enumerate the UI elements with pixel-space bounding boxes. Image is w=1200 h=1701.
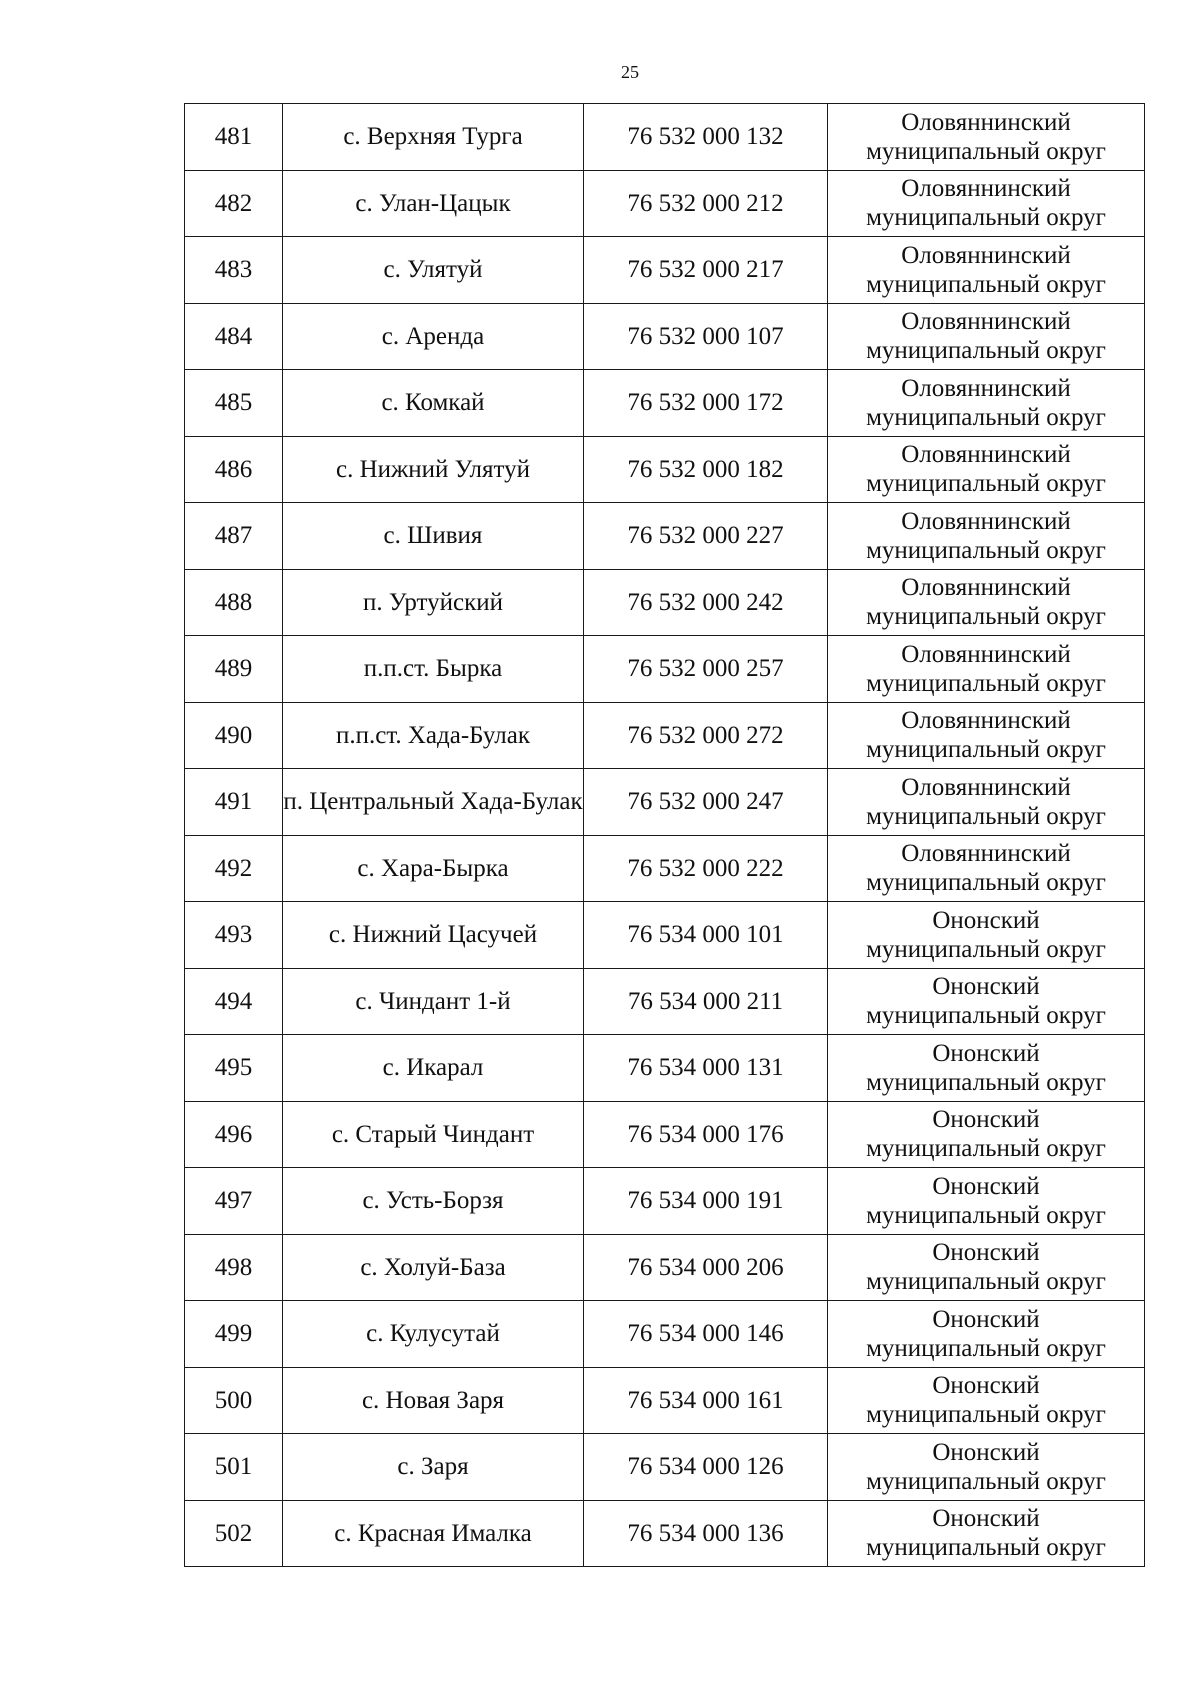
district-line: Оловяннинский bbox=[901, 308, 1071, 336]
district-line: Оловяннинский bbox=[901, 441, 1071, 469]
district-line: Оловяннинский bbox=[901, 507, 1071, 535]
district-line: Ононский bbox=[932, 1505, 1040, 1533]
row-number-cell: 494 bbox=[185, 968, 283, 1035]
table-row bbox=[185, 303, 1145, 370]
settlement-name-cell: с. Кулусутай bbox=[283, 1301, 584, 1368]
district-line: Оловяннинский bbox=[901, 175, 1071, 203]
table-row bbox=[185, 1234, 1145, 1301]
oktmo-code-cell: 76 534 000 176 bbox=[584, 1101, 828, 1168]
district-line: муниципальный округ bbox=[866, 935, 1106, 963]
oktmo-code-cell: 76 532 000 272 bbox=[584, 702, 828, 769]
district-line: Ононский bbox=[932, 1239, 1040, 1267]
municipal-district-cell bbox=[828, 1367, 1145, 1434]
row-number-cell: 481 bbox=[185, 104, 283, 171]
row-number-cell: 501 bbox=[185, 1434, 283, 1501]
municipal-district-cell bbox=[828, 436, 1145, 503]
municipal-district-cell bbox=[828, 237, 1145, 304]
table-row bbox=[185, 237, 1145, 304]
district-line: муниципальный округ bbox=[866, 1201, 1106, 1229]
table-row bbox=[185, 902, 1145, 969]
settlement-name-cell: п. Центральный Хада-Булак bbox=[283, 769, 584, 836]
row-number-cell: 485 bbox=[185, 370, 283, 437]
oktmo-code-cell: 76 532 000 242 bbox=[584, 569, 828, 636]
row-number-cell: 492 bbox=[185, 835, 283, 902]
row-number-cell: 483 bbox=[185, 237, 283, 304]
table-row bbox=[185, 170, 1145, 237]
oktmo-code-cell: 76 532 000 107 bbox=[584, 303, 828, 370]
oktmo-code-cell: 76 532 000 257 bbox=[584, 636, 828, 703]
settlement-name-cell: с. Холуй-База bbox=[283, 1234, 584, 1301]
settlement-name-cell: с. Заря bbox=[283, 1434, 584, 1501]
settlement-name-cell: с. Шивия bbox=[283, 503, 584, 570]
municipal-district-cell bbox=[828, 968, 1145, 1035]
row-number-cell: 489 bbox=[185, 636, 283, 703]
row-number-cell: 484 bbox=[185, 303, 283, 370]
settlement-name-cell: с. Аренда bbox=[283, 303, 584, 370]
oktmo-code-cell: 76 532 000 227 bbox=[584, 503, 828, 570]
row-number-cell: 500 bbox=[185, 1367, 283, 1434]
table-row bbox=[185, 503, 1145, 570]
settlement-name-cell: с. Старый Чиндант bbox=[283, 1101, 584, 1168]
oktmo-code-cell: 76 534 000 206 bbox=[584, 1234, 828, 1301]
row-number-cell: 499 bbox=[185, 1301, 283, 1368]
oktmo-code-cell: 76 532 000 172 bbox=[584, 370, 828, 437]
district-line: муниципальный округ bbox=[866, 1068, 1106, 1096]
district-line: Оловяннинский bbox=[901, 374, 1071, 402]
district-line: муниципальный округ bbox=[866, 603, 1106, 631]
district-line: муниципальный округ bbox=[866, 1534, 1106, 1562]
table-row bbox=[185, 1500, 1145, 1567]
row-number-cell: 491 bbox=[185, 769, 283, 836]
district-line: Оловяннинский bbox=[901, 640, 1071, 668]
district-line: Оловяннинский bbox=[901, 840, 1071, 868]
municipal-district-cell bbox=[828, 1301, 1145, 1368]
oktmo-code-cell: 76 534 000 146 bbox=[584, 1301, 828, 1368]
settlement-name-cell: п.п.ст. Хада-Булак bbox=[283, 702, 584, 769]
municipal-district-cell bbox=[828, 303, 1145, 370]
municipal-district-cell bbox=[828, 1434, 1145, 1501]
settlements-table bbox=[184, 103, 1145, 1567]
district-line: муниципальный округ bbox=[866, 270, 1106, 298]
district-line: Ононский bbox=[932, 1305, 1040, 1333]
table-row bbox=[185, 1035, 1145, 1102]
row-number-cell: 488 bbox=[185, 569, 283, 636]
district-line: муниципальный округ bbox=[866, 669, 1106, 697]
table-row bbox=[185, 968, 1145, 1035]
municipal-district-cell bbox=[828, 370, 1145, 437]
municipal-district-cell bbox=[828, 170, 1145, 237]
municipal-district-cell bbox=[828, 1500, 1145, 1567]
row-number-cell: 482 bbox=[185, 170, 283, 237]
oktmo-code-cell: 76 532 000 182 bbox=[584, 436, 828, 503]
row-number-cell: 502 bbox=[185, 1500, 283, 1567]
settlement-name-cell: с. Новая Заря bbox=[283, 1367, 584, 1434]
page-number: 25 bbox=[621, 62, 639, 82]
district-line: Ононский bbox=[932, 1172, 1040, 1200]
oktmo-code-cell: 76 532 000 217 bbox=[584, 237, 828, 304]
settlement-name-cell: с. Нижний Улятуй bbox=[283, 436, 584, 503]
table-row bbox=[185, 436, 1145, 503]
district-line: муниципальный округ bbox=[866, 1401, 1106, 1429]
row-number-cell: 497 bbox=[185, 1168, 283, 1235]
table-row bbox=[185, 835, 1145, 902]
oktmo-code-cell: 76 534 000 126 bbox=[584, 1434, 828, 1501]
municipal-district-cell bbox=[828, 1168, 1145, 1235]
municipal-district-cell bbox=[828, 702, 1145, 769]
district-line: муниципальный округ bbox=[866, 1002, 1106, 1030]
district-line: муниципальный округ bbox=[866, 869, 1106, 897]
table-row bbox=[185, 370, 1145, 437]
table-row bbox=[185, 1168, 1145, 1235]
municipal-district-cell bbox=[828, 1101, 1145, 1168]
row-number-cell: 495 bbox=[185, 1035, 283, 1102]
row-number-cell: 486 bbox=[185, 436, 283, 503]
district-line: муниципальный округ bbox=[866, 536, 1106, 564]
settlement-name-cell: с. Красная Ималка bbox=[283, 1500, 584, 1567]
municipal-district-cell bbox=[828, 1035, 1145, 1102]
settlement-name-cell: с. Комкай bbox=[283, 370, 584, 437]
district-line: Ононский bbox=[932, 1039, 1040, 1067]
oktmo-code-cell: 76 532 000 132 bbox=[584, 104, 828, 171]
district-line: Оловяннинский bbox=[901, 574, 1071, 602]
settlement-name-cell: с. Улан-Цацык bbox=[283, 170, 584, 237]
municipal-district-cell bbox=[828, 503, 1145, 570]
municipal-district-cell bbox=[828, 1234, 1145, 1301]
district-line: Ононский bbox=[932, 1372, 1040, 1400]
district-line: муниципальный округ bbox=[866, 403, 1106, 431]
table-body bbox=[185, 104, 1145, 1567]
oktmo-code-cell: 76 532 000 212 bbox=[584, 170, 828, 237]
district-line: Ононский bbox=[932, 973, 1040, 1001]
district-line: Ононский bbox=[932, 906, 1040, 934]
settlement-name-cell: п. Уртуйский bbox=[283, 569, 584, 636]
table-row bbox=[185, 1301, 1145, 1368]
district-line: муниципальный округ bbox=[866, 1268, 1106, 1296]
district-line: муниципальный округ bbox=[866, 204, 1106, 232]
district-line: Ононский bbox=[932, 1106, 1040, 1134]
table-row bbox=[185, 1101, 1145, 1168]
district-line: муниципальный округ bbox=[866, 337, 1106, 365]
district-line: муниципальный округ bbox=[866, 1334, 1106, 1362]
row-number-cell: 490 bbox=[185, 702, 283, 769]
table-row bbox=[185, 1367, 1145, 1434]
district-line: Оловяннинский bbox=[901, 241, 1071, 269]
district-line: Оловяннинский bbox=[901, 108, 1071, 136]
settlement-name-cell: с. Нижний Цасучей bbox=[283, 902, 584, 969]
oktmo-code-cell: 76 534 000 136 bbox=[584, 1500, 828, 1567]
oktmo-code-cell: 76 534 000 101 bbox=[584, 902, 828, 969]
row-number-cell: 493 bbox=[185, 902, 283, 969]
settlement-name-cell: п.п.ст. Бырка bbox=[283, 636, 584, 703]
district-line: муниципальный округ bbox=[866, 137, 1106, 165]
district-line: муниципальный округ bbox=[866, 1135, 1106, 1163]
oktmo-code-cell: 76 534 000 161 bbox=[584, 1367, 828, 1434]
district-line: муниципальный округ bbox=[866, 802, 1106, 830]
oktmo-code-cell: 76 532 000 222 bbox=[584, 835, 828, 902]
settlement-name-cell: с. Чиндант 1-й bbox=[283, 968, 584, 1035]
table-row bbox=[185, 569, 1145, 636]
row-number-cell: 498 bbox=[185, 1234, 283, 1301]
table-row bbox=[185, 1434, 1145, 1501]
municipal-district-cell bbox=[828, 104, 1145, 171]
settlement-name-cell: с. Усть-Борзя bbox=[283, 1168, 584, 1235]
district-line: Оловяннинский bbox=[901, 773, 1071, 801]
municipal-district-cell bbox=[828, 835, 1145, 902]
oktmo-code-cell: 76 534 000 191 bbox=[584, 1168, 828, 1235]
municipal-district-cell bbox=[828, 636, 1145, 703]
municipal-district-cell bbox=[828, 769, 1145, 836]
settlement-name-cell: с. Верхняя Турга bbox=[283, 104, 584, 171]
settlement-name-cell: с. Хара-Бырка bbox=[283, 835, 584, 902]
table-row bbox=[185, 702, 1145, 769]
row-number-cell: 496 bbox=[185, 1101, 283, 1168]
table-row bbox=[185, 769, 1145, 836]
district-line: муниципальный округ bbox=[866, 470, 1106, 498]
district-line: Оловяннинский bbox=[901, 707, 1071, 735]
municipal-district-cell bbox=[828, 902, 1145, 969]
table-row bbox=[185, 104, 1145, 171]
oktmo-code-cell: 76 532 000 247 bbox=[584, 769, 828, 836]
district-line: муниципальный округ bbox=[866, 736, 1106, 764]
settlement-name-cell: с. Улятуй bbox=[283, 237, 584, 304]
oktmo-code-cell: 76 534 000 211 bbox=[584, 968, 828, 1035]
district-line: муниципальный округ bbox=[866, 1467, 1106, 1495]
municipal-district-cell bbox=[828, 569, 1145, 636]
oktmo-code-cell: 76 534 000 131 bbox=[584, 1035, 828, 1102]
settlement-name-cell: с. Икарал bbox=[283, 1035, 584, 1102]
row-number-cell: 487 bbox=[185, 503, 283, 570]
district-line: Ононский bbox=[932, 1438, 1040, 1466]
table-row bbox=[185, 636, 1145, 703]
